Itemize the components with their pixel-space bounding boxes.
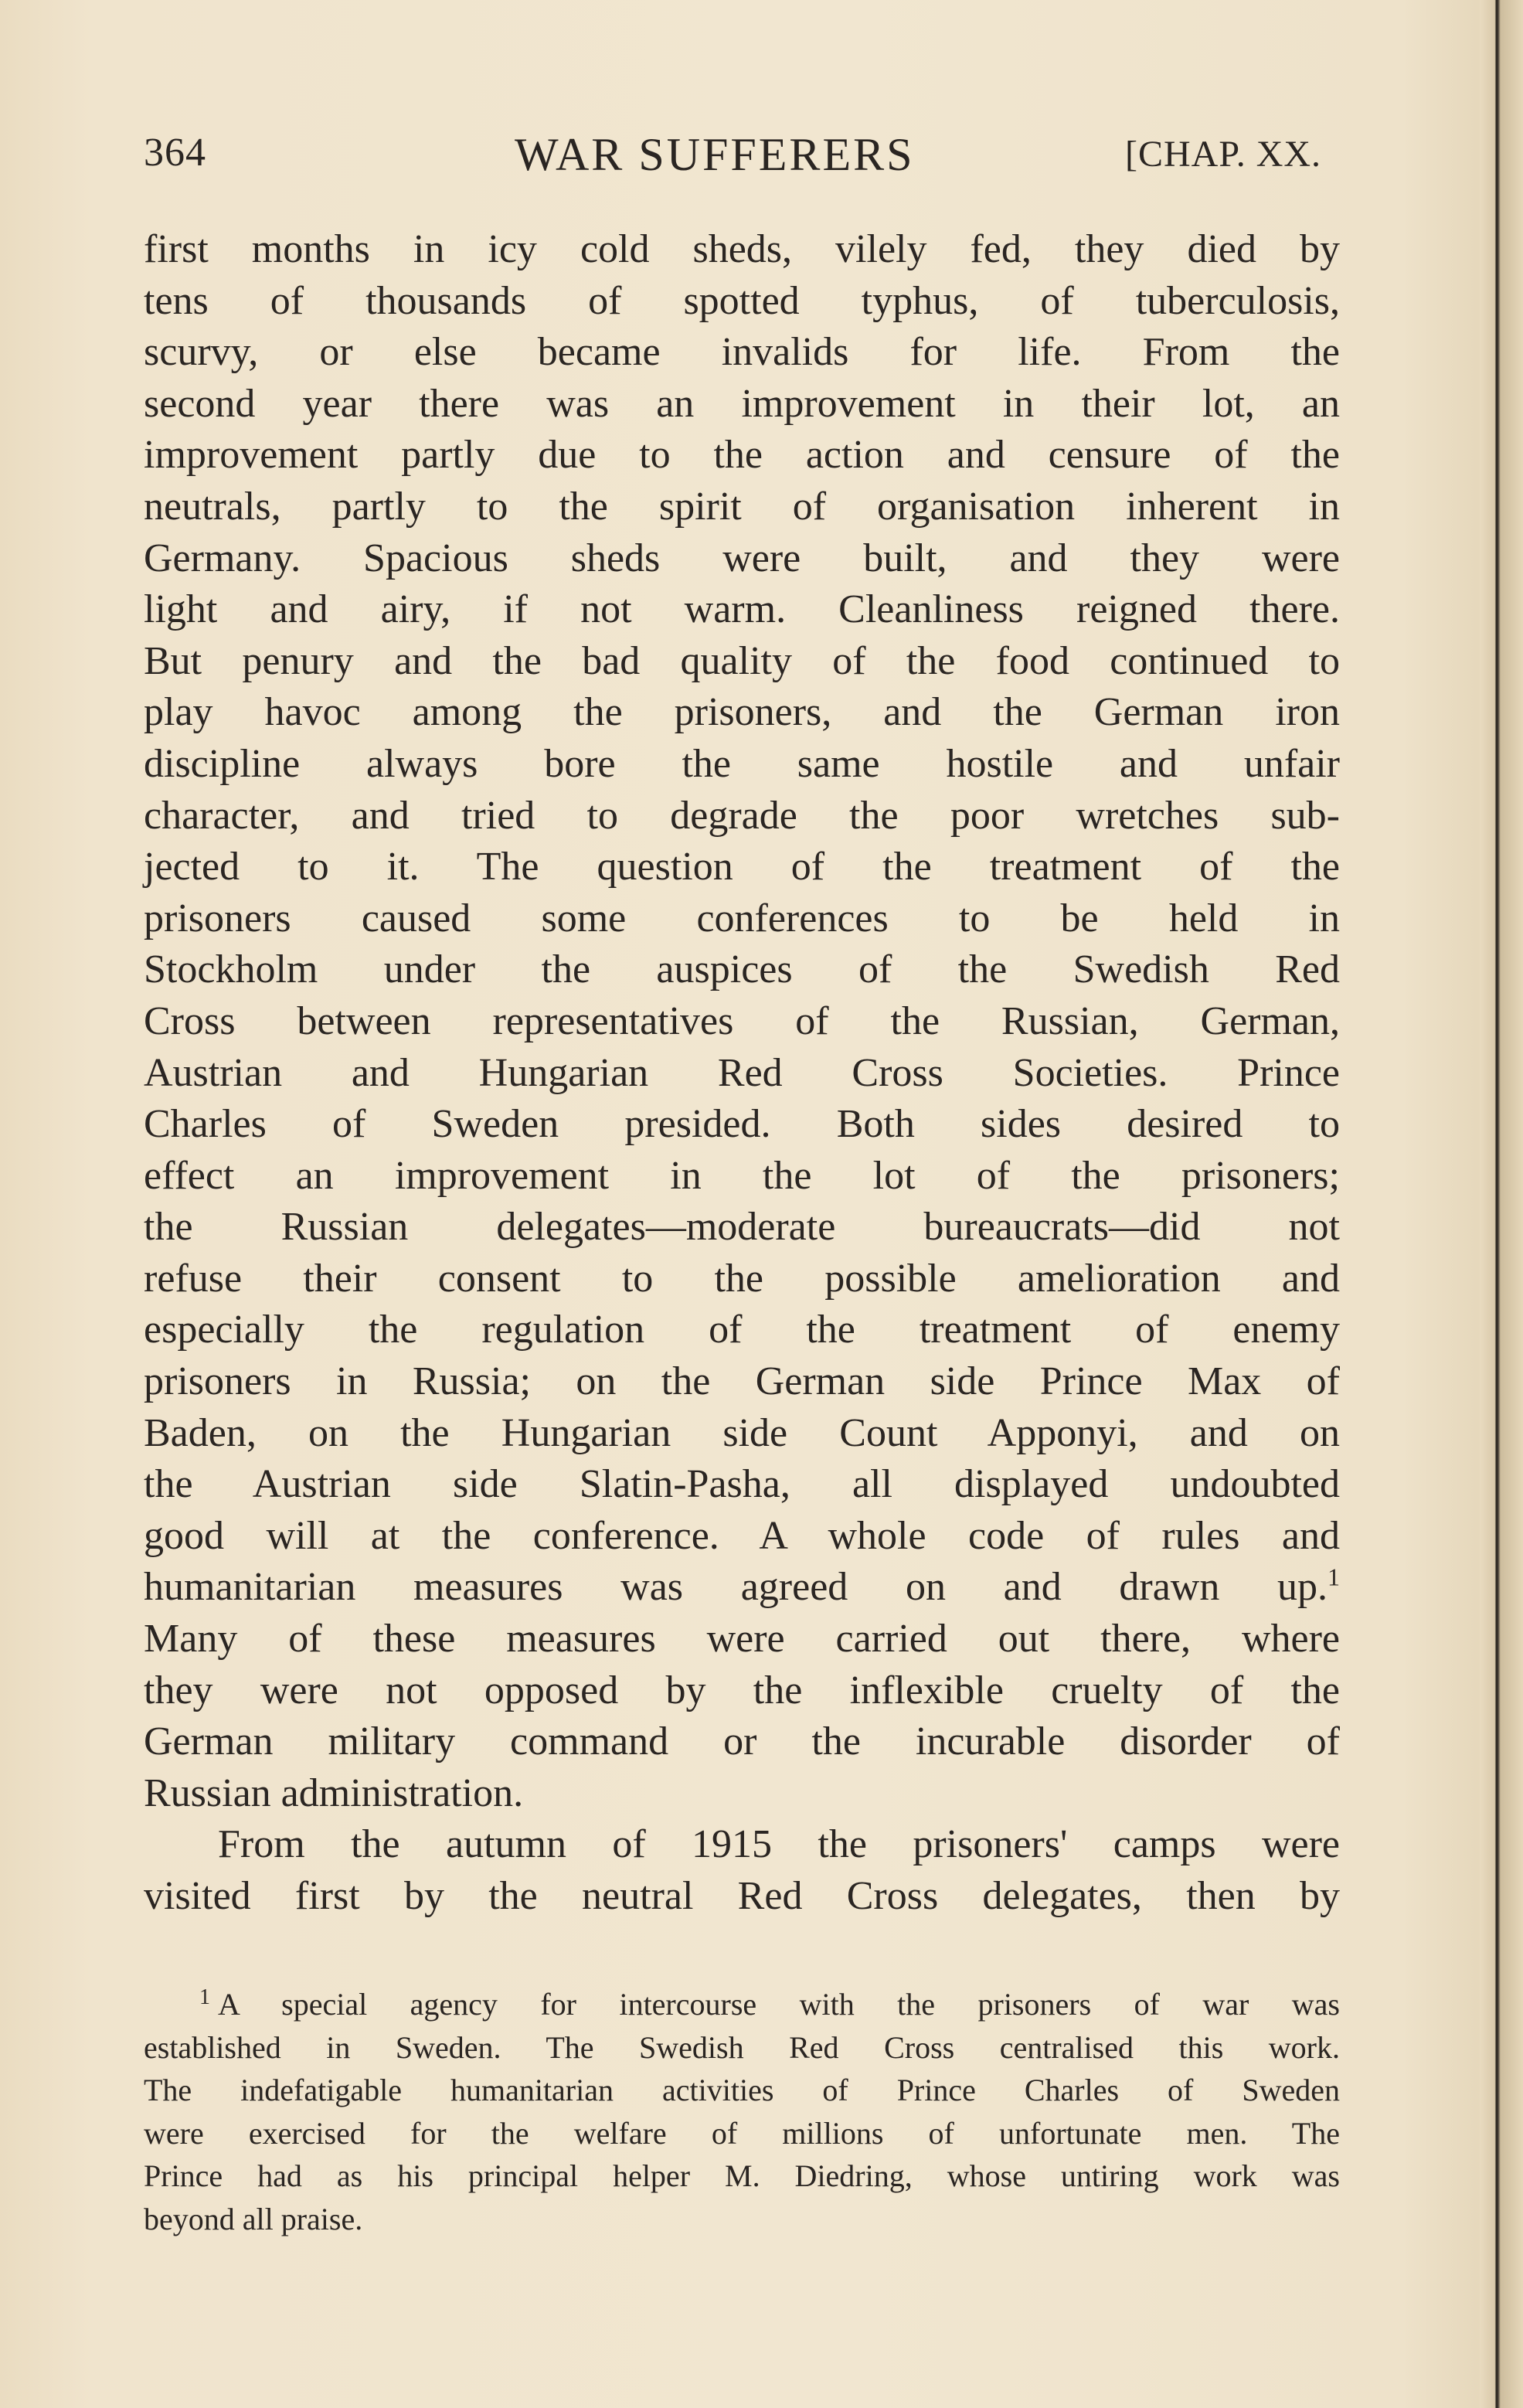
text-line: jected to it. The question of the treatment of the	[144, 845, 1340, 889]
text-line: discipline always bore the same hostile and unfair	[144, 741, 1340, 786]
running-title: WAR SUFFERERS	[515, 129, 915, 180]
text-line: effect an improvement in the lot of the prisoners;	[144, 1153, 1340, 1198]
running-head	[144, 130, 1349, 192]
footnote-number: 1	[199, 1985, 210, 2009]
text-line: first months in icy cold sheds, vilely fed, they died by	[144, 227, 1340, 271]
text-line: Austrian and Hungarian Red Cross Societies. Prince	[144, 1050, 1340, 1095]
text-line: they were not opposed by the inflexible cruelty of the	[144, 1668, 1340, 1712]
text-line-content: humanitarian measures was agreed on and drawn up.	[144, 1565, 1328, 1610]
text-line: improvement partly due to the action and censure of the	[144, 433, 1340, 478]
text-line: the Russian delegates—moderate bureaucrats—did not	[144, 1205, 1340, 1250]
text-line: Cross between representatives of the Russian, German,	[144, 998, 1340, 1043]
text-line: especially the regulation of the treatment of enemy	[144, 1308, 1340, 1352]
footnote-line: were exercised for the welfare of millions of unfortunate men. The	[144, 2115, 1340, 2151]
text-line: refuse their consent to the possible amelioration and	[144, 1256, 1340, 1301]
text-line: character, and tried to degrade the poor wretches sub-	[144, 793, 1340, 838]
text-line-with-footnote	[144, 1562, 1340, 1614]
footnote-line: Prince had as his principal helper M. Diedring, whose untiring work was	[144, 2158, 1340, 2194]
text-line: light and airy, if not warm. Cleanliness reigned there.	[144, 587, 1340, 632]
text-line: prisoners in Russia; on the German side Prince Max of	[144, 1359, 1340, 1404]
text-line: From the autumn of 1915 the prisoners' camps were	[218, 1822, 1340, 1867]
text-line: German military command or the incurable disorder of	[144, 1719, 1340, 1764]
text-line: Baden, on the Hungarian side Count Apponyi, and on	[144, 1410, 1340, 1455]
text-line: play havoc among the prisoners, and the German iron	[144, 690, 1340, 735]
footnote-reference: 1	[1328, 1563, 1340, 1592]
footnote	[144, 1983, 1340, 2241]
footnote-line: established in Sweden. The Swedish Red Cross centralised this work.	[144, 2029, 1340, 2065]
footnote-line-content: A special agency for intercourse with the prisoners of war was	[218, 1987, 1340, 2022]
text-line: Russian administration.	[144, 1770, 524, 1815]
text-line: scurvy, or else became invalids for life. From the	[144, 330, 1340, 375]
text-line: neutrals, partly to the spirit of organisation inherent in	[144, 484, 1340, 529]
footnote-line: beyond all praise.	[144, 2201, 363, 2236]
text-line: Charles of Sweden presided. Both sides desired to	[144, 1102, 1340, 1147]
footnote-line	[144, 1983, 1340, 2026]
chapter-label: [CHAP. XX.	[1125, 134, 1322, 175]
page-number: 364	[144, 131, 206, 175]
text-line: visited first by the neutral Red Cross delegates, then by	[144, 1874, 1340, 1918]
text-line: prisoners caused some conferences to be held in	[144, 896, 1340, 940]
text-line: Many of these measures were carried out there, where	[144, 1617, 1340, 1661]
page-edge	[1480, 0, 1523, 2408]
text-line: second year there was an improvement in their lot, an	[144, 381, 1340, 426]
footnote-line: The indefatigable humanitarian activities of Prince Charles of Sweden	[144, 2073, 1340, 2108]
body-text	[144, 224, 1340, 1923]
text-line: the Austrian side Slatin-Pasha, all displayed undoubted	[144, 1462, 1340, 1507]
text-line: Germany. Spacious sheds were built, and they were	[144, 536, 1340, 580]
text-line: But penury and the bad quality of the food continued to	[144, 638, 1340, 683]
text-line: Stockholm under the auspices of the Swedish Red	[144, 947, 1340, 992]
text-line: good will at the conference. A whole code of rules and	[144, 1513, 1340, 1558]
text-line: tens of thousands of spotted typhus, of tuberculosis,	[144, 278, 1340, 323]
